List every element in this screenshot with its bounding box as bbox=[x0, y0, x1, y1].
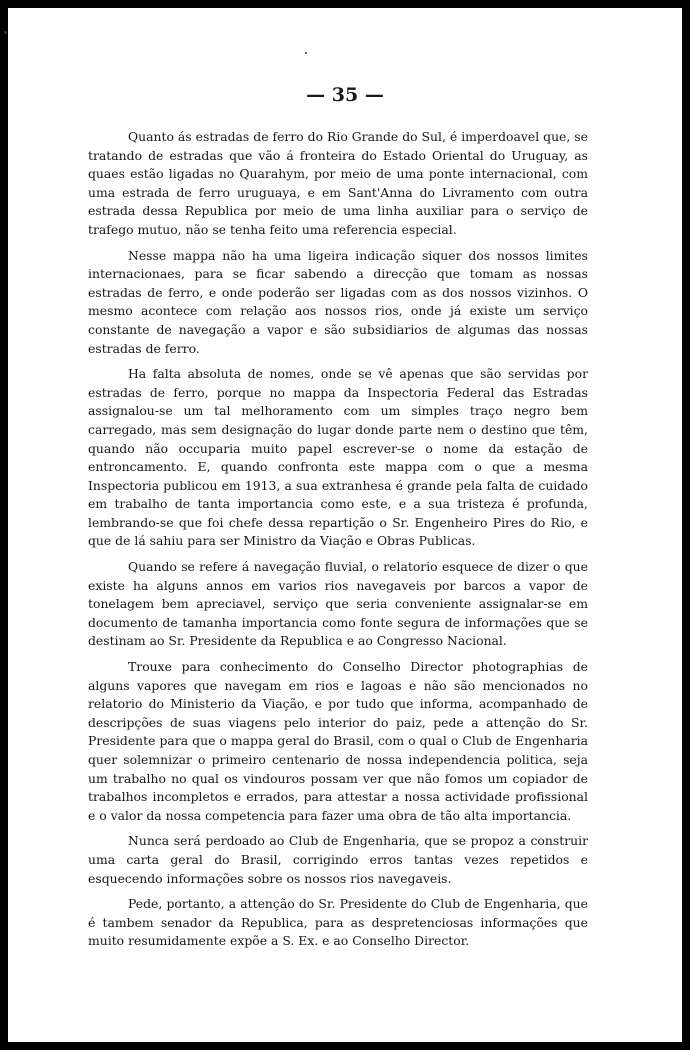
paragraph: Trouxe para conhecimento do Conselho Director photographias de alguns vapores que navegam em rios e lagoas e não são mencionados no relatorio do Ministerio da Viação, e por tudo que informa, acompanhado de descripções de suas viagens pelo interior do paiz, pede a attenção do Sr. Presidente para que o mappa geral do Brasil, com o qual o Club de Engenharia quer solemnizar o primeiro centenario de nossa independencia politica, seja um trabalho no qual os vindouros possam ver que não fomos um copiador de trabalhos incompletos e errados, para attestar a nossa actividade profissional e o valor da nossa competencia para fazer uma obra de tão alta importancia. bbox=[88, 659, 588, 823]
paragraph: Quanto ás estradas de ferro do Rio Grande do Sul, é imperdoavel que, se tratando de estradas que vão á fronteira do Estado Oriental do Uruguay, as quaes estão ligadas no Quarahym, por meio de uma ponte internacional, com uma estrada de ferro uruguaya, e em Sant'Anna do Livramento com outra estrada dessa Republica por meio de uma linha auxiliar para o serviço de trafego mutuo, não se tenha feito uma referencia especial. bbox=[88, 129, 588, 237]
paragraph: Nunca será perdoado ao Club de Engenharia, que se propoz a construir uma carta geral do Brasil, corrigindo erros tantas vezes repetidos e esquecendo informações sobre os nossos rios navegaveis. bbox=[88, 833, 588, 886]
document-page bbox=[8, 8, 682, 1042]
paragraph: Pede, portanto, a attenção do Sr. Presidente do Club de Engenharia, que é tambem senador da Republica, para as despretenciosas informações que muito resumidamente expõe a S. Ex. e ao Conselho Director. bbox=[88, 896, 588, 949]
scan-speck bbox=[305, 52, 307, 54]
paragraph: Quando se refere á navegação fluvial, o relatorio esquece de dizer o que existe ha alguns annos em varios rios navegaveis por barcos a vapor de tonelagem bem apreciavel, serviço que seria conveniente assignalar-se em documento de tamanha importancia como fonte segura de informações que se destinam ao Sr. Presidente da Republica e ao Congresso Nacional. bbox=[88, 559, 588, 649]
paragraph: Ha falta absoluta de nomes, onde se vê apenas que são servidas por estradas de ferro, porque no mappa da Inspectoria Federal das Estradas assignalou-se um tal melhoramento com um simples traço negro bem carregado, mas sem designação do lugar donde parte nem o destino que têm, quando não occuparia muito papel escrever-se o nome da estação de entroncamento. E, quando confronta este mappa com o que a mesma Inspectoria publicou em 1913, a sua extranhesa é grande pela falta de cuidado em trabalho de tanta importancia como este, e a sua tristeza é profunda, lembrando-se que foi chefe dessa repartição o Sr. Engenheiro Pires do Rio, e que de lá sahiu para ser Ministro da Viação e Obras Publicas. bbox=[88, 366, 588, 549]
body-text bbox=[88, 128, 588, 951]
page-number: — 35 — bbox=[306, 84, 384, 106]
paragraph: Nesse mappa não ha uma ligeira indicação siquer dos nossos limites internacionaes, para se ficar sabendo a direcção que tomam as nossas estradas de ferro, e onde poderão ser ligadas com as dos nossos vizinhos. O mesmo acontece com relação aos nossos rios, onde já existe um serviço constante de navegação a vapor e são subsidiarios de algumas das nossas estradas de ferro. bbox=[88, 247, 588, 356]
scan-speck bbox=[4, 31, 7, 34]
